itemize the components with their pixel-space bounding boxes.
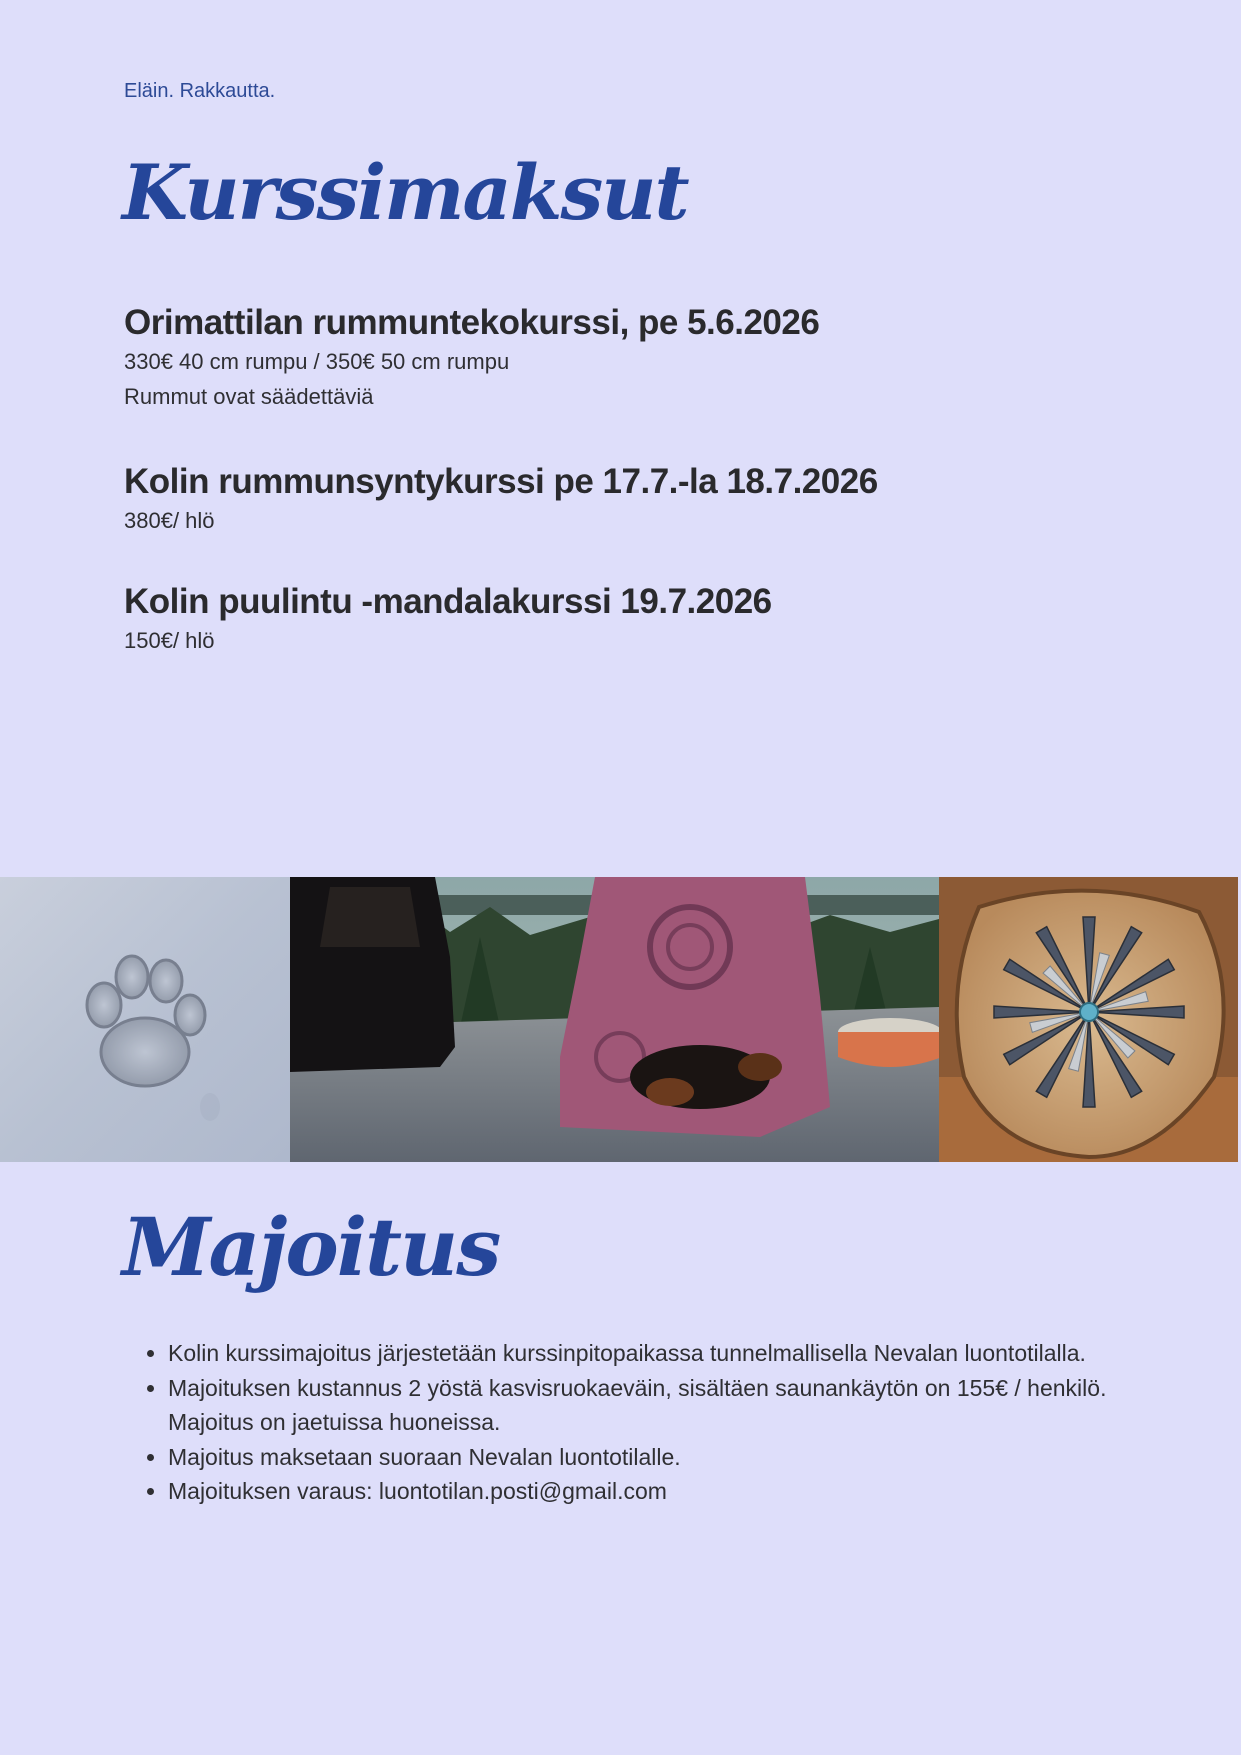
- course-price: 380€/ hlö: [124, 508, 215, 533]
- list-item: • Majoitus maksetaan suoraan Nevalan luontotilalle.: [168, 1440, 1128, 1475]
- course-price: 330€ 40 cm rumpu / 350€ 50 cm rumpu: [124, 349, 510, 374]
- photo-strip: [0, 877, 1238, 1162]
- course-item: [124, 461, 878, 538]
- hilltop-photo: [290, 877, 939, 1162]
- lodging-list: [124, 1336, 1128, 1509]
- list-item: • Majoituksen kustannus 2 yöstä kasvisruokaeväin, sisältäen saunankäytön on 155€ / henkilö. Majoitus on jaetuissa huoneissa.: [168, 1371, 1128, 1440]
- course-title: Kolin rummunsyntykurssi pe 17.7.-la 18.7.2026: [124, 462, 878, 501]
- feather-mandala-photo: [939, 877, 1238, 1162]
- list-item: • Majoituksen varaus: luontotilan.posti@gmail.com: [168, 1474, 1128, 1509]
- tagline: Eläin. Rakkautta.: [124, 80, 276, 102]
- course-item: [124, 302, 819, 414]
- lodging-title: Majoitus: [122, 1200, 500, 1294]
- course-note: Rummut ovat säädettäviä: [124, 384, 374, 409]
- paw-print-photo: [0, 877, 290, 1162]
- course-price: 150€/ hlö: [124, 628, 215, 653]
- courses-title: Kurssimaksut: [122, 148, 688, 237]
- course-item: [124, 581, 772, 658]
- list-item: • Kolin kurssimajoitus järjestetään kurssinpitopaikassa tunnelmallisella Nevalan luontotilalla.: [168, 1336, 1128, 1371]
- course-title: Kolin puulintu -mandalakurssi 19.7.2026: [124, 582, 772, 621]
- course-title: Orimattilan rummuntekokurssi, pe 5.6.2026: [124, 303, 820, 342]
